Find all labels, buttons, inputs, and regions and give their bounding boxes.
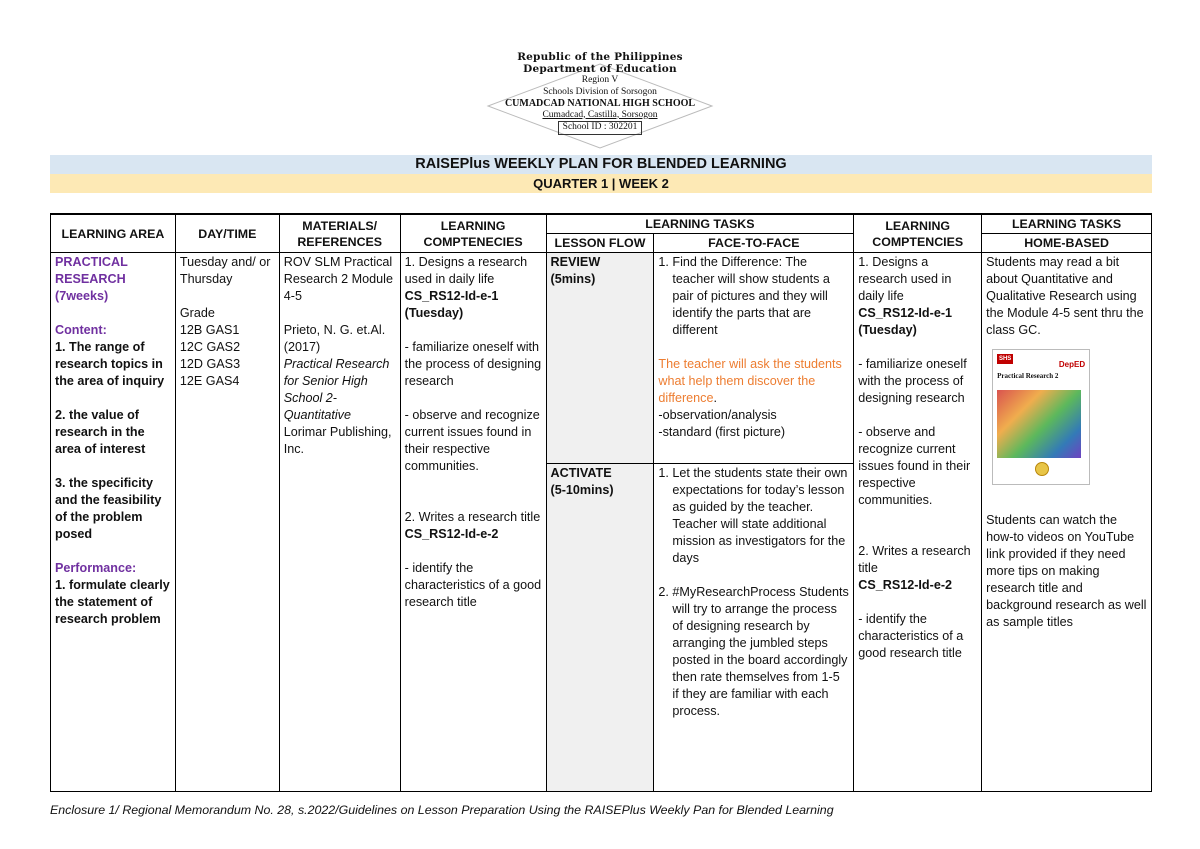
subject-name: PRACTICAL RESEARCH bbox=[55, 255, 128, 286]
header-home-based: HOME-BASED bbox=[982, 234, 1152, 253]
reference-publisher: Lorimar Publishing, Inc. bbox=[283, 425, 392, 456]
activate-time: (5-10mins) bbox=[550, 483, 614, 497]
review-time: (5mins) bbox=[550, 272, 596, 286]
day-time-cell bbox=[175, 253, 279, 792]
header-learning-tasks-2: LEARNING TASKS bbox=[982, 214, 1152, 234]
competency-1-code: CS_RS12-Id-e-1 (Tuesday) bbox=[404, 289, 499, 320]
competency-2-code-dup: CS_RS12-Id-e-2 bbox=[858, 578, 953, 592]
activate-item-1-number: 1. bbox=[658, 466, 669, 480]
home-task-2: Students can watch the how-to videos on YouTube link provided if they need more tips on making research title and background research as well as sample titles bbox=[986, 513, 1147, 629]
reference-title: Practical Research for Senior High School 2- Quantitative bbox=[283, 357, 390, 422]
weekly-plan-table bbox=[50, 213, 1152, 792]
section-4: 12E GAS4 bbox=[179, 374, 240, 388]
competency-1-objective-2-dup: - observe and recognize current issues found in their respective communities. bbox=[858, 425, 971, 507]
cover-illustration bbox=[997, 390, 1081, 458]
performance-label: Performance: bbox=[55, 561, 137, 575]
competency-1-objective-1: - familiarize oneself with the process of designing research bbox=[404, 340, 542, 388]
day-options: Tuesday and/ or Thursday bbox=[179, 255, 271, 286]
competency-2-code: CS_RS12-Id-e-2 bbox=[404, 527, 499, 541]
review-label: REVIEW bbox=[550, 255, 601, 269]
section-3: 12D GAS3 bbox=[179, 357, 241, 371]
review-note-2: -standard (first picture) bbox=[658, 425, 786, 439]
grade-label: Grade bbox=[179, 306, 215, 320]
competencies-cell bbox=[400, 253, 546, 792]
letterhead-republic: Republic of the Philippines bbox=[517, 51, 683, 63]
competency-1: 1. Designs a research used in daily life bbox=[404, 255, 528, 286]
module-cover-image bbox=[992, 349, 1090, 485]
content-item-1: 1. The range of research topics in the area of inquiry bbox=[55, 340, 165, 388]
review-activity-cell bbox=[654, 253, 854, 464]
quarter-week: QUARTER 1 | WEEK 2 bbox=[50, 174, 1152, 193]
content-item-3: 3. the specificity and the feasibility of the problem posed bbox=[55, 476, 162, 541]
review-note-1: -observation/analysis bbox=[658, 408, 777, 422]
header-competencies: LEARNING COMPTENECIES bbox=[400, 214, 546, 253]
review-activity-text: Find the Difference: The teacher will show students a pair of pictures and they will identify the parts that are different bbox=[672, 255, 830, 337]
section-1: 12B GAS1 bbox=[179, 323, 240, 337]
competency-2-dup: 2. Writes a research title bbox=[858, 544, 971, 575]
content-label: Content: bbox=[55, 323, 107, 337]
performance-item-1: 1. formulate clearly the statement of research problem bbox=[55, 578, 170, 626]
activate-item-2-number: 2. bbox=[658, 585, 669, 599]
competencies-cell-2 bbox=[854, 253, 982, 792]
material-slm: ROV SLM Practical Research 2 Module 4-5 bbox=[283, 255, 393, 303]
subject-weeks: (7weeks) bbox=[55, 289, 109, 303]
activate-activity-cell bbox=[654, 464, 854, 792]
home-based-cell bbox=[982, 253, 1152, 792]
competency-1-dup: 1. Designs a research used in daily life bbox=[858, 255, 952, 303]
review-note-period: . bbox=[713, 391, 717, 405]
deped-logo-text: DepED bbox=[1058, 360, 1086, 369]
competency-2: 2. Writes a research title bbox=[404, 510, 541, 524]
section-2: 12C GAS2 bbox=[179, 340, 241, 354]
header-lesson-flow: LESSON FLOW bbox=[546, 234, 654, 253]
header-face-to-face: FACE-TO-FACE bbox=[654, 234, 854, 253]
letterhead bbox=[470, 52, 730, 152]
shs-badge: SHS bbox=[998, 356, 1012, 362]
header-day-time: DAY/TIME bbox=[175, 214, 279, 253]
letterhead-address: Cumadcad, Castilla, Sorsogon bbox=[542, 109, 658, 120]
competency-1-objective-1-dup: - familiarize oneself with the process of designing research bbox=[858, 357, 967, 405]
competency-2-objective-1: - identify the characteristics of a good research title bbox=[404, 561, 542, 609]
header-learning-tasks: LEARNING TASKS bbox=[546, 214, 854, 234]
content-item-2: 2. the value of research in the area of interest bbox=[55, 408, 146, 456]
competency-1-objective-2: - observe and recognize current issues found in their respective communities. bbox=[404, 408, 540, 473]
header-materials: MATERIALS/ REFERENCES bbox=[279, 214, 400, 253]
module-cover-title: Practical Research 2 bbox=[997, 372, 1059, 380]
letterhead-division: Schools Division of Sorsogon bbox=[543, 86, 657, 97]
review-teacher-note: The teacher will ask the students what help them discover the difference bbox=[658, 357, 842, 405]
home-task-1: Students may read a bit about Quantitative and Qualitative Research using the Module 4-5 sent thru the class GC. bbox=[986, 255, 1144, 337]
letterhead-department: Department of Education bbox=[523, 62, 677, 75]
letterhead-school: CUMADCAD NATIONAL HIGH SCHOOL bbox=[504, 98, 696, 109]
activate-flow-cell bbox=[546, 464, 654, 792]
enclosure-footer: Enclosure 1/ Regional Memorandum No. 28, s.2022/Guidelines on Lesson Preparation Using the RAISEPlus Weekly Pan for Blended Learning bbox=[50, 803, 834, 817]
header-competencies-2: LEARNING COMPTENCIES bbox=[854, 214, 982, 253]
seal-icon bbox=[1035, 462, 1049, 476]
letterhead-school-id: School ID : 302201 bbox=[558, 121, 643, 135]
review-item-number: 1. bbox=[658, 255, 669, 269]
competency-1-code-dup: CS_RS12-Id-e-1 (Tuesday) bbox=[858, 306, 953, 337]
reference-authors: Prieto, N. G. et.Al. (2017) bbox=[283, 323, 386, 354]
header-learning-area: LEARNING AREA bbox=[51, 214, 176, 253]
letterhead-region: Region V bbox=[581, 75, 619, 85]
competency-2-objective-1-dup: - identify the characteristics of a good research title bbox=[858, 612, 964, 660]
activate-item-1: Let the students state their own expectations for today’s lesson as guided by the teacher. Teacher will state additional mission as investigators for the days bbox=[672, 466, 848, 565]
learning-area-cell bbox=[51, 253, 176, 792]
activate-item-2: #MyResearchProcess Students will try to arrange the process of designing research by arranging the jumbled steps posted in the board accordingly then rate themselves from 1-5 if they are familiar with each process. bbox=[672, 585, 849, 718]
materials-cell bbox=[279, 253, 400, 792]
review-flow-cell bbox=[546, 253, 654, 464]
activate-label: ACTIVATE bbox=[550, 466, 612, 480]
plan-title: RAISEPlus WEEKLY PLAN FOR BLENDED LEARNING bbox=[50, 155, 1152, 174]
